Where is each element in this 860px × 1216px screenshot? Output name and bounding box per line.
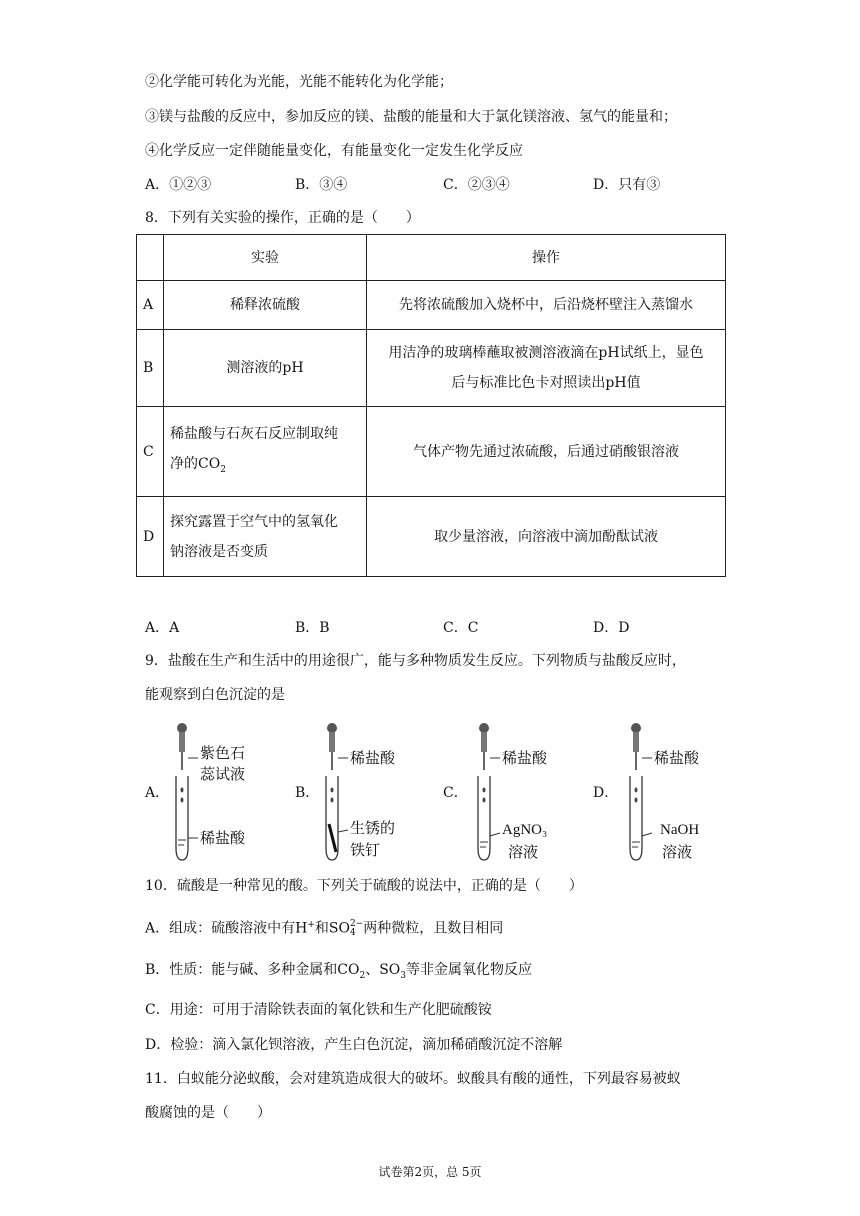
experiment-line-1: 探究露置于空气中的氢氧化	[170, 513, 338, 530]
q9-stem-line-2: 能观察到白色沉淀的是	[145, 687, 285, 703]
superscript: +	[307, 920, 315, 930]
q8-choice-c: C．C	[443, 620, 479, 636]
option-a-bottom-label-1: 稀盐酸	[200, 829, 246, 847]
q7-choice-d: D．只有③	[593, 177, 661, 193]
q9-stem-line-1: 9．盐酸在生产和生活中的用途很广，能与多种物质发生反应。下列物质与盐酸反应时，	[145, 653, 686, 669]
q10-b-text-1: B．性质：能与碱、多种金属和CO	[145, 962, 360, 978]
row-label: A	[137, 281, 164, 330]
experiment-cell	[164, 407, 367, 497]
table-row	[137, 281, 726, 330]
dropper-test-tube-icon	[624, 718, 774, 868]
table-header-experiment: 实验	[164, 235, 367, 281]
q11-stem-line-2: 酸腐蚀的是（ ）	[145, 1105, 271, 1121]
experiment-cell	[164, 497, 367, 577]
q10-a-text-1: A．组成：硫酸溶液中有H	[145, 920, 308, 937]
option-d-bottom-label-2: 溶液	[662, 843, 693, 861]
table-header-operation: 操作	[367, 235, 726, 281]
option-a-top-label-2: 蕊试液	[200, 765, 246, 783]
q10-a-text-3: 两种微粒，且数目相同	[363, 920, 504, 937]
q8-choice-a: A．A	[145, 620, 180, 636]
operation-cell	[367, 330, 726, 407]
row-label: B	[137, 330, 164, 407]
q9-option-d-letter: D．	[593, 785, 619, 801]
subscript: 2	[359, 970, 366, 981]
q10-a-text-2: 和SO	[314, 920, 350, 937]
row-label: C	[137, 407, 164, 497]
subscript: 4	[349, 927, 356, 938]
q10-b-text-3: 等非金属氧化物反应	[406, 962, 533, 978]
subscript: 3	[400, 970, 407, 981]
option-c-bottom-label-1: AgNO₃	[502, 822, 548, 838]
operation-cell: 取少量溶液，向溶液中滴加酚酞试液	[367, 497, 726, 577]
q9-option-c-letter: C．	[443, 785, 468, 801]
table-row	[137, 407, 726, 497]
table-header-blank	[137, 235, 164, 281]
experiment-cell: 稀释浓硫酸	[164, 281, 367, 330]
q10-stem: 10．硫酸是一种常见的酸。下列关于硫酸的说法中，正确的是（ ）	[145, 878, 583, 894]
page-footer: 试卷第2页，总 5页	[378, 1165, 482, 1179]
option-c-bottom-label-2: 溶液	[508, 843, 539, 861]
q10-option-b	[145, 960, 532, 986]
experiment-text: 净的CO	[170, 455, 221, 472]
option-b-top-label-1: 稀盐酸	[350, 749, 396, 767]
operation-line-2: 后与标准比色卡对照读出pH值	[451, 375, 641, 391]
q9-option-a-diagram	[170, 718, 320, 868]
q9-option-b-letter: B．	[295, 785, 320, 801]
option-d-bottom-label-1: NaOH	[660, 822, 700, 838]
superscript: 2−	[349, 918, 364, 929]
q9-option-b-diagram	[320, 718, 470, 868]
q7-statement-4: ④化学反应一定伴随能量变化，有能量变化一定发生化学反应	[145, 143, 523, 159]
q9-option-a-letter: A．	[145, 785, 170, 801]
q8-experiment-table	[136, 234, 726, 577]
q9-option-d-diagram	[624, 718, 774, 868]
table-row	[137, 330, 726, 407]
subscript: 2	[220, 464, 226, 475]
option-b-bottom-label-1: 生锈的	[350, 819, 396, 837]
q10-b-text-2: 、SO	[365, 962, 401, 978]
q8-stem: 8．下列有关实验的操作，正确的是（ ）	[145, 210, 420, 226]
q8-choice-d: D．D	[593, 620, 630, 636]
operation-cell: 气体产物先通过浓硫酸，后通过硝酸银溶液	[367, 407, 726, 497]
q7-choice-c: C．②③④	[443, 177, 510, 193]
option-b-bottom-label-2: 铁钉	[350, 841, 381, 859]
row-label: D	[137, 497, 164, 577]
q8-choices	[145, 618, 765, 638]
q7-statement-2: ②化学能可转化为光能，光能不能转化为化学能；	[145, 74, 453, 90]
operation-line-1: 用洁净的玻璃棒蘸取被测溶液滴在pH试纸上，显色	[388, 345, 704, 361]
option-c-top-label-1: 稀盐酸	[502, 749, 548, 767]
experiment-line-2: 钠溶液是否变质	[170, 543, 268, 560]
q10-option-a	[145, 915, 503, 939]
experiment-line-2	[170, 449, 360, 485]
dropper-test-tube-icon	[472, 718, 622, 868]
q7-choice-a: A．①②③	[145, 177, 212, 193]
experiment-cell: 测溶液的pH	[164, 330, 367, 407]
dropper-test-tube-icon	[320, 718, 470, 868]
q7-choice-b: B．③④	[295, 177, 348, 193]
q10-option-d: D．检验：滴入氯化钡溶液，产生白色沉淀，滴加稀硝酸沉淀不溶解	[145, 1037, 563, 1053]
q8-choice-b: B．B	[295, 620, 330, 636]
q7-choices	[145, 175, 765, 195]
experiment-line-1: 稀盐酸与石灰石反应制取纯	[170, 425, 338, 442]
operation-cell: 先将浓硫酸加入烧杯中，后沿烧杯壁注入蒸馏水	[367, 281, 726, 330]
table-row	[137, 497, 726, 577]
option-d-top-label-1: 稀盐酸	[654, 749, 700, 767]
q11-stem-line-1: 11．白蚁能分泌蚁酸，会对建筑造成很大的破坏。蚁酸具有酸的通性，下列最容易被蚁	[145, 1071, 681, 1087]
q10-option-c: C．用途：可用于清除铁表面的氧化铁和生产化肥硫酸铵	[145, 1002, 492, 1018]
option-a-top-label-1: 紫色石	[200, 744, 246, 762]
table-header-row	[137, 235, 726, 281]
q9-option-c-diagram	[472, 718, 622, 868]
q7-statement-3: ③镁与盐酸的反应中，参加反应的镁、盐酸的能量和大于氯化镁溶液、氢气的能量和；	[145, 109, 677, 125]
